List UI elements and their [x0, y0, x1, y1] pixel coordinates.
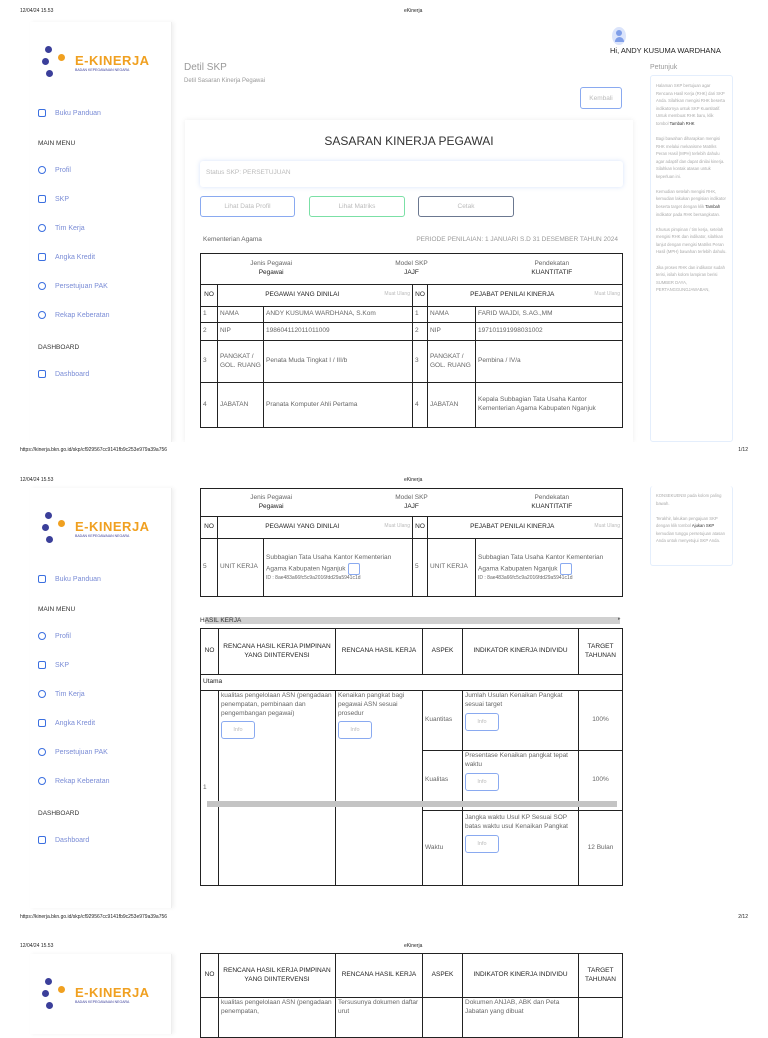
check-circle-icon — [38, 282, 46, 290]
sidebar-item-rekap-keberatan[interactable] — [38, 777, 109, 785]
table-row — [201, 998, 623, 1038]
label: Profil — [55, 632, 71, 640]
label: Dashboard — [55, 370, 90, 378]
sidebar-item-tim-kerja[interactable] — [38, 690, 85, 698]
no-header: NO — [201, 517, 218, 539]
aspek: Kualitas — [423, 751, 463, 811]
col-header: ASPEK — [423, 954, 463, 998]
horizontal-scrollbar[interactable] — [207, 801, 617, 807]
document-icon — [38, 661, 46, 669]
col-header: RENCANA HASIL KERJA PIMPINAN YANG DIINTERVENSI — [219, 954, 336, 998]
col-header: NO — [201, 954, 219, 998]
book-icon — [38, 575, 46, 583]
page-title: Detil SKP — [184, 62, 227, 73]
sidebar-item-angka-kredit[interactable] — [38, 253, 95, 261]
cell: Subbagian Tata Usaha Kantor Kementerian Agama Kabupaten Nganjuk ID : 8ae483a66fc5c9a2016fdd29a5941c1d — [264, 539, 413, 597]
no-header: NO — [413, 285, 428, 307]
label: SKP — [55, 195, 70, 203]
cell: FARID WAJDI, S.AG.,MM — [476, 307, 623, 323]
print-title: eKinerja — [404, 8, 423, 14]
label: Angka Kredit — [55, 719, 96, 727]
print-url: https://kinerja.bkn.go.id/skp/cf929567cc9141fb9c253e979a39a756 — [20, 447, 168, 453]
petunjuk-text: Khusus pimpinan / tim kerja, setelah mengisi RHK dan indikator, silahkan lanjut dengan mengisi Matriks Peran Hasil (MPH) bawahan terlebih dahulu. — [656, 226, 727, 255]
indikator-text: Dokumen ANJAB, ABK dan Peta Jabatan yang dibuat — [463, 998, 579, 1038]
pimpinan-text: kualitas pengelolaan ASN (pengadaan penempatan, pembinaan dan pengembangan pegawai) — [221, 692, 332, 717]
scroll-right-icon[interactable]: ▸ — [618, 616, 621, 622]
model-label: Model SKP — [395, 493, 428, 501]
jenis-value: Pegawai — [258, 269, 284, 276]
cell: PANGKAT / GOL. RUANG — [218, 341, 264, 383]
sidebar — [30, 954, 172, 1034]
print-datetime: 12/04/24 15.53 — [20, 8, 54, 14]
print-title: eKinerja — [404, 943, 423, 949]
logo-text: E-KINERJA — [75, 984, 150, 1000]
cetak-button[interactable]: Cetak — [418, 196, 514, 217]
info-button[interactable]: Info — [465, 773, 499, 791]
no-header: NO — [201, 285, 218, 307]
indikator-text: Jangka waktu Usul KP Sesuai SOP batas waktu usul Kenaikan Pangkat — [465, 814, 568, 830]
periode: PERIODE PENILAIAN: 1 JANUARI S.D 31 DESEMBER TAHUN 2024 — [416, 236, 618, 243]
sidebar-item-rekap-keberatan[interactable] — [38, 311, 109, 319]
logo-mark-icon — [42, 976, 72, 1012]
label: Persetujuan PAK — [55, 748, 108, 756]
logo — [42, 976, 150, 1012]
indikator-text: Jumlah Usulan Kenaikan Pangkat sesuai target — [465, 692, 563, 708]
rhk-text: Kenaikan pangkat bagi pegawai ASN sesuai prosedur — [338, 692, 405, 717]
cell: 3 — [201, 341, 218, 383]
muat-ulang-link[interactable]: Muat Ulang — [594, 523, 620, 530]
info-button[interactable]: Info — [221, 721, 255, 739]
label: SKP — [55, 661, 70, 669]
logo-subtext: BADAN KEPEGAWAIAN NEGARA — [75, 533, 130, 538]
cell: NIP — [428, 323, 476, 341]
cell: 1 — [201, 691, 219, 886]
print-title: eKinerja — [404, 477, 423, 483]
alert-circle-icon — [38, 311, 46, 319]
pimpinan-text: kualitas pengelolaan ASN (pengadaan penempatan, — [219, 998, 336, 1038]
label: Tim Kerja — [55, 690, 85, 698]
file-plus-icon — [38, 719, 46, 727]
petunjuk-text: Bagi bawahan diharapkan mengisi RHK melalui mekanisme Matriks Peran Hasil (MPH) terlebih dahulu agar adaptif dan dapat dinilai kinerja. Silahkan kontak atasan untuk keperluan ini. — [656, 135, 725, 179]
cell: 1 — [413, 307, 428, 323]
identitas-table — [200, 488, 623, 597]
sidebar-item-persetujuan-pak[interactable] — [38, 282, 108, 290]
col-header: ASPEK — [423, 629, 463, 675]
tambah-link[interactable]: Tambah — [705, 204, 721, 209]
label: Tim Kerja — [55, 224, 85, 232]
pendekatan-label: Pendekatan — [534, 260, 570, 268]
petunjuk-text: KONSEKUENSI pada kolom paling bawah. — [656, 493, 722, 506]
table-row — [201, 539, 623, 597]
sidebar-item-buku-panduan[interactable] — [38, 575, 101, 583]
target: 12 Bulan — [579, 811, 623, 886]
col-header: NO — [201, 629, 219, 675]
logo-mark-icon — [42, 44, 72, 80]
cell: 4 — [413, 383, 428, 428]
cell: 198604112011011009 — [264, 323, 413, 341]
cell: UNIT KERJA — [428, 539, 476, 597]
indikator-text: Presentase Kenaikan pangkat tepat waktu — [465, 752, 568, 768]
label: Buku Panduan — [55, 575, 101, 583]
model-value: JAJF — [404, 269, 419, 276]
cell: 2 — [201, 323, 218, 341]
dinilai-header: PEGAWAI YANG DINILAI — [265, 291, 340, 299]
edit-unit-button[interactable] — [560, 563, 572, 575]
page-subtitle: Detil Sasaran Kinerja Pegawai — [184, 78, 266, 84]
avatar[interactable] — [612, 27, 626, 45]
petunjuk-heading: Petunjuk — [650, 64, 678, 71]
petunjuk-text: Jika proses RHK dan indikator sudah terisi, isilah kolom lampiran berisi SUMBER DAYA, PERTANGGUNGJAWABAN, — [656, 264, 725, 293]
document-icon — [38, 195, 46, 203]
sidebar-item-tim-kerja[interactable] — [38, 224, 85, 232]
petunjuk-panel — [650, 486, 733, 566]
label: Rekap Keberatan — [55, 311, 110, 319]
hasil-kerja-table — [200, 953, 623, 1038]
col-header: INDIKATOR KINERJA INDIVIDU — [463, 629, 579, 675]
model-value: JAJF — [404, 502, 419, 510]
penilai-header: PEJABAT PENILAI KINERJA — [470, 523, 555, 531]
logo-mark-icon — [42, 510, 72, 546]
col-header: TARGET TAHUNAN — [579, 954, 623, 998]
cell: JABATAN — [428, 383, 476, 428]
table-row — [201, 691, 623, 751]
info-button[interactable]: Info — [465, 713, 499, 731]
muat-ulang-link[interactable]: Muat Ulang — [384, 291, 410, 298]
sidebar-item-persetujuan-pak[interactable] — [38, 748, 108, 756]
sidebar — [30, 488, 172, 908]
col-header: INDIKATOR KINERJA INDIVIDU — [463, 954, 579, 998]
jenis-label: Jenis Pegawai — [250, 493, 293, 501]
monitor-icon — [38, 370, 46, 378]
cell: 1 — [201, 307, 218, 323]
book-icon — [38, 109, 46, 117]
no-header: NO — [413, 517, 428, 539]
logo-subtext: BADAN KEPEGAWAIAN NEGARA — [75, 999, 130, 1004]
label: Dashboard — [55, 836, 90, 844]
info-button[interactable]: Info — [338, 721, 372, 739]
horizontal-scrollbar-top[interactable] — [205, 617, 620, 624]
label: Rekap Keberatan — [55, 777, 110, 785]
aspek: Kuantitas — [423, 691, 463, 751]
cell: JABATAN — [218, 383, 264, 428]
sidebar-item-dashboard[interactable] — [38, 836, 89, 844]
print-datetime: 12/04/24 15.53 — [20, 943, 54, 949]
label: Angka Kredit — [55, 253, 96, 261]
model-label: Model SKP — [395, 260, 428, 268]
cell: 5 — [413, 539, 428, 597]
cell: PANGKAT / GOL. RUANG — [428, 341, 476, 383]
label: Profil — [55, 166, 71, 174]
label: Buku Panduan — [55, 109, 101, 117]
cell: Subbagian Tata Usaha Kantor Kementerian Agama Kabupaten Nganjuk ID : 8ae483a66fc5c9a2016fdd29a5941c1d — [476, 539, 623, 597]
sidebar-item-profil[interactable] — [38, 166, 71, 174]
hasil-kerja-label: HASIL KERJA — [200, 617, 242, 624]
col-header: RENCANA HASIL KERJA PIMPINAN YANG DIINTERVENSI — [219, 629, 336, 675]
col-header: TARGET TAHUNAN — [579, 629, 623, 675]
col-header: RENCANA HASIL KERJA — [336, 954, 423, 998]
cell: Kepala Subbagian Tata Usaha Kantor Kementerian Agama Kabupaten Nganjuk — [476, 383, 623, 428]
status-skp: Status SKP: PERSETUJUAN — [200, 161, 623, 187]
cell: Pranata Komputer Ahli Pertama — [264, 383, 413, 428]
target: 100% — [579, 751, 623, 811]
sidebar-item-buku-panduan[interactable] — [38, 109, 101, 117]
dashboard-heading: DASHBOARD — [38, 810, 80, 817]
cell: NAMA — [218, 307, 264, 323]
user-icon — [38, 632, 46, 640]
users-icon — [38, 224, 46, 232]
sidebar-item-skp[interactable] — [38, 195, 69, 203]
main-menu-heading: MAIN MENU — [38, 140, 76, 147]
cell: 3 — [413, 341, 428, 383]
table-row — [201, 307, 623, 323]
identitas-table — [200, 253, 623, 428]
dashboard-heading: DASHBOARD — [38, 344, 80, 351]
petunjuk-text: Kemudian setelah mengisi RHK, kemudian lakukan pengisian indikator beserta target dengan klik Tambah indikator pada RHK bersangkutan. — [656, 188, 726, 217]
print-page: 1/12 — [738, 447, 748, 453]
rhk-text: Tersusunya dokumen daftar urut — [336, 998, 423, 1038]
petunjuk-text: Terakhir, lakukan pengajuan SKP dengan klik tombol Ajukan SKP kemudian tunggu persetujuan atasan Anda untuk menyetujui SKP Anda. — [656, 515, 725, 544]
user-greeting: Hi, ANDY KUSUMA WARDHANA — [610, 46, 721, 55]
print-url: https://kinerja.bkn.go.id/skp/cf929567cc9141fb9c253e979a39a756 — [20, 914, 168, 920]
logo — [42, 510, 150, 546]
cell: 197101191998031002 — [476, 323, 623, 341]
alert-circle-icon — [38, 777, 46, 785]
pendekatan-value: KUANTITATIF — [531, 502, 573, 510]
hasil-kerja-table — [200, 628, 623, 886]
sidebar-item-angka-kredit[interactable] — [38, 719, 95, 727]
logo: E-KINERJA BADAN KEPEGAWAIAN NEGARA — [42, 44, 150, 80]
petunjuk-text: Halaman SKP bertujuan agar Rencana Hasil Kerja (RHK) dari SKP Anda. Silahkan mengisi RHK beserta indikatornya untuk SKP Kuantitatif. Untuk membuat RHK baru, klik tombol Tambah RHK — [656, 83, 725, 126]
ajukan-skp-link[interactable]: Ajukan SKP — [691, 523, 715, 529]
sidebar-item-dashboard[interactable] — [38, 370, 89, 378]
table-row — [201, 323, 623, 341]
pendekatan-label: Pendekatan — [534, 493, 570, 501]
cell: 4 — [201, 383, 218, 428]
print-datetime: 12/04/24 15.53 — [20, 477, 54, 483]
users-icon — [38, 690, 46, 698]
kembali-button[interactable]: Kembali — [580, 87, 622, 109]
user-icon — [38, 166, 46, 174]
muat-ulang-link[interactable]: Muat Ulang — [594, 291, 620, 298]
cell: NAMA — [428, 307, 476, 323]
aspek: Waktu — [423, 811, 463, 886]
cell: 5 — [201, 539, 218, 597]
info-button[interactable]: Info — [465, 835, 499, 853]
unit-id: ID : 8ae483a66fc5c9a2016fdd29a5941c1d — [478, 574, 573, 581]
target: 100% — [579, 691, 623, 751]
lihat-matriks-button[interactable]: Lihat Matriks — [309, 196, 405, 217]
label: Persetujuan PAK — [55, 282, 108, 290]
muat-ulang-link[interactable]: Muat Ulang — [384, 523, 410, 530]
cell: ANDY KUSUMA WARDHANA, S.Kom — [264, 307, 413, 323]
tambah-rhk-link[interactable]: Tambah RHK — [669, 120, 695, 126]
main-menu-heading: MAIN MENU — [38, 606, 76, 613]
cell: 2 — [413, 323, 428, 341]
group-utama: Utama — [201, 675, 623, 691]
pendekatan-value: KUANTITATIF — [531, 269, 573, 276]
table-row — [201, 383, 623, 428]
instansi: Kementerian Agama — [203, 236, 262, 243]
edit-unit-button[interactable] — [348, 563, 360, 575]
cell: Penata Muda Tingkat I / III/b — [264, 341, 413, 383]
file-plus-icon — [38, 253, 46, 261]
lihat-data-profil-button[interactable]: Lihat Data Profil — [200, 196, 295, 217]
table-row — [201, 341, 623, 383]
petunjuk-panel — [650, 75, 733, 442]
cell: Pembina / IV/a — [476, 341, 623, 383]
cell: UNIT KERJA — [218, 539, 264, 597]
jenis-label: Jenis Pegawai — [250, 260, 293, 268]
monitor-icon — [38, 836, 46, 844]
logo-text: E-KINERJA — [75, 518, 150, 534]
unit-id: ID : 8ae483a66fc5c9a2016fdd29a5941c1d — [266, 574, 361, 581]
sidebar-item-profil[interactable] — [38, 632, 71, 640]
jenis-value: Pegawai — [258, 502, 284, 510]
cell: NIP — [218, 323, 264, 341]
print-page: 2/12 — [738, 914, 748, 920]
sidebar — [30, 22, 172, 442]
col-header: RENCANA HASIL KERJA — [336, 629, 423, 675]
dinilai-header: PEGAWAI YANG DINILAI — [265, 523, 340, 531]
sidebar-item-skp[interactable] — [38, 661, 69, 669]
skp-heading: SASARAN KINERJA PEGAWAI — [324, 134, 494, 148]
penilai-header: PEJABAT PENILAI KINERJA — [470, 291, 555, 299]
check-circle-icon — [38, 748, 46, 756]
